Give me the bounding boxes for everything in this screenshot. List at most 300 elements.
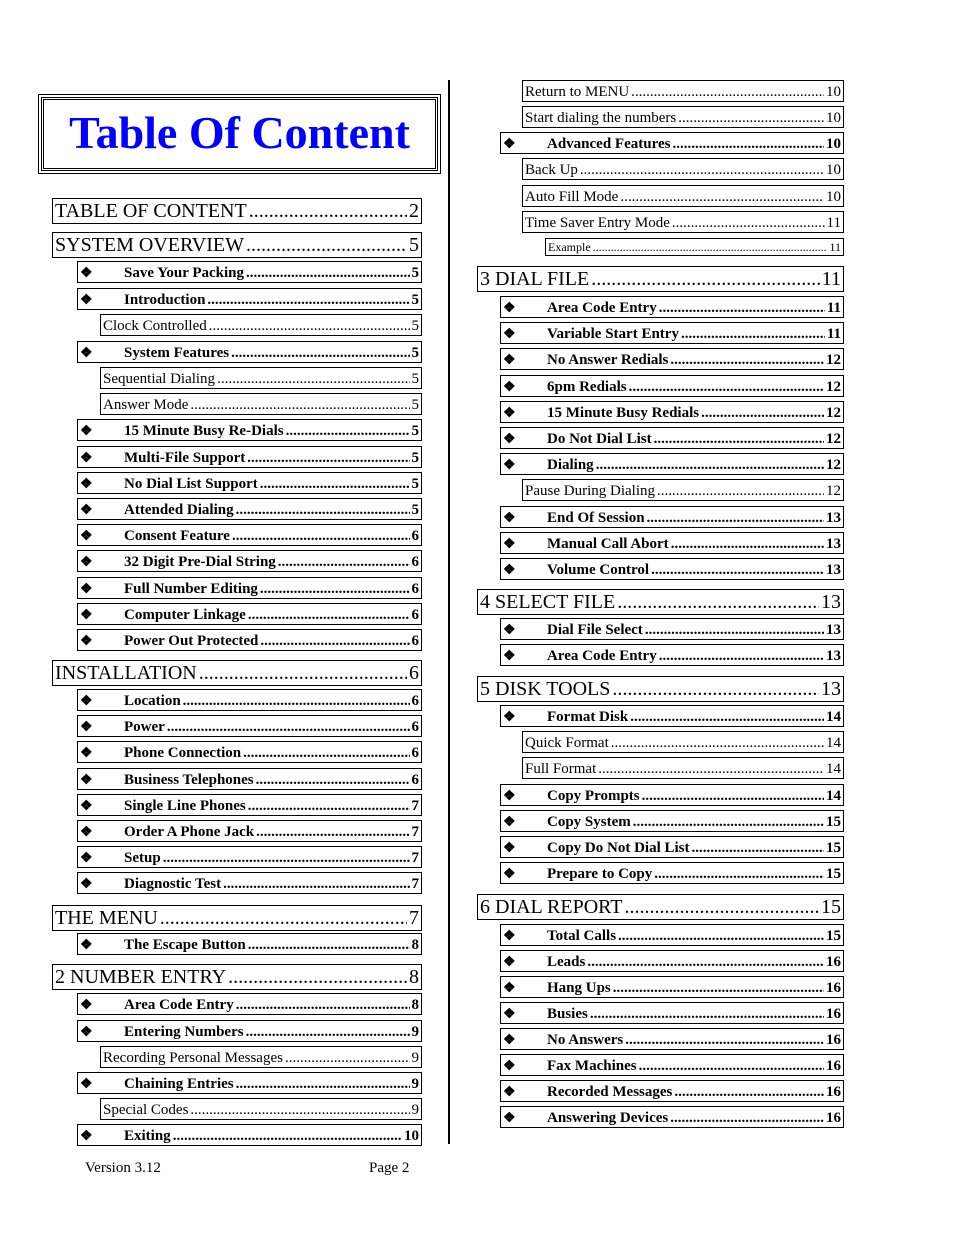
dot-leader	[163, 850, 410, 867]
toc-entry-page: 16	[826, 954, 841, 970]
toc-entry-page: 9	[411, 1024, 419, 1040]
toc-entry[interactable]	[500, 950, 844, 972]
toc-entry[interactable]	[500, 322, 844, 344]
toc-entry-label: No Answers	[547, 1032, 624, 1048]
toc-entry-label: Full Number Editing	[124, 581, 258, 597]
toc-entry-page: 5	[409, 234, 419, 256]
toc-entry[interactable]	[500, 862, 844, 884]
toc-entry-page: 16	[826, 980, 841, 996]
toc-entry[interactable]	[77, 768, 422, 790]
toc-entry-page: 8	[411, 997, 419, 1013]
toc-entry[interactable]	[500, 506, 844, 528]
toc-entry-page: 15	[826, 866, 841, 882]
toc-entry-label: 32 Digit Pre-Dial String	[124, 554, 276, 570]
toc-entry-label: Example	[548, 240, 591, 254]
toc-entry[interactable]	[77, 550, 422, 572]
toc-entry[interactable]	[522, 185, 844, 207]
toc-entry[interactable]	[77, 419, 422, 441]
toc-entry-page: 13	[826, 622, 841, 638]
diamond-bullet-icon: ❖	[503, 841, 516, 856]
dot-leader	[248, 607, 410, 624]
toc-entry-page: 14	[826, 709, 841, 725]
toc-entry-page: 9	[411, 1050, 419, 1066]
dot-leader	[236, 997, 410, 1014]
toc-entry[interactable]	[500, 644, 844, 666]
diamond-bullet-icon: ❖	[80, 634, 93, 649]
toc-entry-label: Fax Machines	[547, 1058, 637, 1074]
toc-entry-label: SYSTEM OVERVIEW	[55, 234, 244, 256]
toc-entry-page: 5	[411, 318, 419, 334]
dot-leader	[659, 648, 824, 665]
dot-leader	[630, 709, 824, 726]
dot-leader	[631, 84, 824, 101]
toc-entry[interactable]	[77, 689, 422, 711]
toc-entry-page: 6	[411, 772, 419, 788]
toc-entry-label: Answer Mode	[103, 397, 189, 413]
toc-entry[interactable]	[500, 1028, 844, 1050]
toc-entry[interactable]	[77, 715, 422, 737]
toc-entry-page: 5	[411, 450, 419, 466]
toc-entry[interactable]	[52, 660, 422, 686]
toc-entry-page: 5	[411, 423, 419, 439]
toc-entry-label: 3 DIAL FILE	[480, 268, 590, 290]
toc-entry-page: 11	[821, 268, 841, 290]
toc-entry[interactable]	[77, 1124, 422, 1146]
toc-entry[interactable]	[52, 964, 422, 990]
toc-entry[interactable]	[77, 524, 422, 546]
diamond-bullet-icon: ❖	[80, 1025, 93, 1040]
diamond-bullet-icon: ❖	[80, 877, 93, 892]
toc-entry[interactable]	[500, 401, 844, 423]
toc-entry-label: Do Not Dial List	[547, 431, 652, 447]
footer-page-number: Page 2	[369, 1160, 410, 1176]
toc-entry[interactable]	[77, 472, 422, 494]
toc-entry-page: 5	[411, 397, 419, 413]
toc-entry-label: INSTALLATION	[55, 662, 197, 684]
toc-entry-page: 7	[411, 798, 419, 814]
toc-entry[interactable]	[77, 1020, 422, 1042]
toc-entry-label: 2 NUMBER ENTRY	[55, 966, 227, 988]
diamond-bullet-icon: ❖	[503, 353, 516, 368]
dot-leader	[645, 622, 824, 639]
diamond-bullet-icon: ❖	[80, 293, 93, 308]
toc-entry-page: 6	[411, 581, 419, 597]
toc-entry-label: Manual Call Abort	[547, 536, 669, 552]
toc-entry-label: Computer Linkage	[124, 607, 246, 623]
dot-leader	[651, 562, 824, 579]
toc-entry-label: Variable Start Entry	[547, 326, 679, 342]
toc-entry-page: 8	[411, 937, 419, 953]
toc-entry-page: 13	[826, 536, 841, 552]
toc-entry[interactable]	[522, 479, 844, 501]
diamond-bullet-icon: ❖	[80, 608, 93, 623]
dot-leader	[246, 1024, 410, 1041]
diamond-bullet-icon: ❖	[503, 929, 516, 944]
toc-entry-page: 8	[409, 966, 419, 988]
toc-entry[interactable]	[77, 498, 422, 520]
toc-entry[interactable]	[477, 894, 844, 920]
toc-entry[interactable]	[77, 933, 422, 955]
dot-leader	[674, 1084, 824, 1101]
toc-entry[interactable]	[77, 741, 422, 763]
toc-entry-page: 5	[411, 502, 419, 518]
toc-entry-label: Auto Fill Mode	[525, 189, 619, 205]
toc-entry-page: 6	[411, 745, 419, 761]
dot-leader	[639, 1058, 824, 1075]
page-title: Table Of Content	[69, 107, 410, 158]
toc-entry[interactable]	[500, 1080, 844, 1102]
dot-leader	[625, 1032, 824, 1049]
toc-entry[interactable]	[500, 618, 844, 640]
dot-leader	[580, 162, 824, 179]
dot-leader	[223, 876, 409, 893]
dot-leader	[256, 824, 409, 841]
toc-entry-label: Copy System	[547, 814, 631, 830]
toc-entry-page: 16	[826, 1084, 841, 1100]
toc-entry-label: Introduction	[124, 292, 206, 308]
toc-entry-label: Start dialing the numbers	[525, 110, 677, 126]
toc-entry-label: Power Out Protected	[124, 633, 259, 649]
diamond-bullet-icon: ❖	[503, 301, 516, 316]
dot-leader	[247, 450, 409, 467]
toc-entry-label: 5 DISK TOOLS	[480, 678, 611, 700]
column-divider	[448, 80, 450, 1144]
toc-entry-page: 6	[411, 528, 419, 544]
dot-leader	[593, 240, 828, 255]
dot-leader	[243, 745, 409, 762]
diamond-bullet-icon: ❖	[503, 710, 516, 725]
dot-leader	[591, 268, 819, 291]
toc-entry[interactable]	[522, 211, 844, 233]
diamond-bullet-icon: ❖	[503, 867, 516, 882]
toc-entry-label: Dialing	[547, 457, 594, 473]
toc-entry-label: Single Line Phones	[124, 798, 246, 814]
toc-entry-label: End Of Session	[547, 510, 645, 526]
toc-entry[interactable]	[477, 589, 844, 615]
toc-entry-label: Consent Feature	[124, 528, 230, 544]
toc-entry-page: 11	[829, 240, 841, 254]
toc-entry-page: 7	[411, 824, 419, 840]
toc-entry-page: 12	[826, 483, 841, 499]
dot-leader	[256, 772, 410, 789]
diamond-bullet-icon: ❖	[503, 1059, 516, 1074]
diamond-bullet-icon: ❖	[503, 623, 516, 638]
toc-entry[interactable]	[500, 558, 844, 580]
dot-leader	[701, 405, 824, 422]
dot-leader	[633, 814, 824, 831]
toc-entry[interactable]	[77, 872, 422, 894]
dot-leader	[190, 397, 409, 414]
toc-entry[interactable]	[100, 1098, 422, 1120]
diamond-bullet-icon: ❖	[503, 1033, 516, 1048]
diamond-bullet-icon: ❖	[80, 582, 93, 597]
toc-entry[interactable]	[77, 261, 422, 283]
dot-leader	[692, 840, 824, 857]
toc-entry-label: Copy Do Not Dial List	[547, 840, 690, 856]
dot-leader	[286, 423, 410, 440]
toc-entry[interactable]	[500, 1106, 844, 1128]
dot-leader	[173, 1128, 402, 1145]
diamond-bullet-icon: ❖	[80, 451, 93, 466]
toc-entry-page: 10	[404, 1128, 419, 1144]
toc-entry-page: 7	[409, 907, 419, 929]
toc-entry-page: 16	[826, 1032, 841, 1048]
toc-entry[interactable]	[77, 577, 422, 599]
diamond-bullet-icon: ❖	[80, 266, 93, 281]
toc-entry[interactable]	[500, 836, 844, 858]
toc-entry-label: Advanced Features	[547, 136, 671, 152]
diamond-bullet-icon: ❖	[80, 555, 93, 570]
dot-leader	[613, 980, 824, 997]
toc-entry-label: 4 SELECT FILE	[480, 591, 616, 613]
toc-entry-label: Chaining Entries	[124, 1076, 234, 1092]
toc-entry-label: Prepare to Copy	[547, 866, 653, 882]
toc-entry-page: 13	[821, 591, 841, 613]
toc-entry-label: Leads	[547, 954, 586, 970]
toc-entry-label: Full Format	[525, 761, 597, 777]
dot-leader	[672, 215, 825, 232]
toc-entry-label: Copy Prompts	[547, 788, 640, 804]
toc-entry-label: Area Code Entry	[124, 997, 234, 1013]
toc-entry-page: 6	[409, 662, 419, 684]
toc-entry[interactable]	[77, 629, 422, 651]
dot-leader	[217, 371, 409, 388]
toc-entry-page: 13	[826, 510, 841, 526]
dot-leader	[620, 189, 824, 206]
dot-leader	[232, 528, 410, 545]
dot-leader	[612, 678, 819, 701]
toc-entry[interactable]	[500, 1054, 844, 1076]
dot-leader	[671, 536, 824, 553]
toc-entry[interactable]	[522, 158, 844, 180]
diamond-bullet-icon: ❖	[80, 720, 93, 735]
toc-entry-label: Return to MENU	[525, 84, 630, 100]
toc-entry[interactable]	[77, 341, 422, 363]
dot-leader	[659, 300, 825, 317]
diamond-bullet-icon: ❖	[80, 424, 93, 439]
toc-entry-label: Area Code Entry	[547, 648, 657, 664]
dot-leader	[199, 662, 407, 685]
diamond-bullet-icon: ❖	[503, 1085, 516, 1100]
dot-leader	[654, 866, 824, 883]
toc-entry-page: 11	[826, 300, 841, 316]
toc-entry-label: Exiting	[124, 1128, 171, 1144]
toc-entry-page: 11	[826, 326, 841, 342]
toc-entry[interactable]	[500, 348, 844, 370]
toc-entry-page: 6	[411, 693, 419, 709]
dot-leader	[625, 896, 820, 919]
diamond-bullet-icon: ❖	[80, 694, 93, 709]
toc-entry-label: 15 Minute Busy Re-Dials	[124, 423, 284, 439]
toc-entry-page: 5	[411, 292, 419, 308]
toc-entry[interactable]	[52, 905, 422, 931]
toc-entry-label: Clock Controlled	[103, 318, 207, 334]
dot-leader	[246, 265, 409, 282]
toc-entry[interactable]	[500, 1002, 844, 1024]
toc-entry-label: Back Up	[525, 162, 578, 178]
dot-leader	[598, 761, 824, 778]
dot-leader	[285, 1050, 410, 1067]
diamond-bullet-icon: ❖	[503, 380, 516, 395]
toc-entry-page: 6	[411, 607, 419, 623]
diamond-bullet-icon: ❖	[503, 1007, 516, 1022]
toc-entry[interactable]	[500, 976, 844, 998]
toc-entry-label: Setup	[124, 850, 161, 866]
toc-entry-page: 6	[411, 633, 419, 649]
toc-entry[interactable]	[522, 106, 844, 128]
dot-leader	[587, 954, 824, 971]
dot-leader	[590, 1006, 824, 1023]
toc-entry-page: 9	[411, 1076, 419, 1092]
toc-entry[interactable]	[52, 232, 422, 258]
toc-entry-label: Special Codes	[103, 1102, 189, 1118]
diamond-bullet-icon: ❖	[80, 998, 93, 1013]
toc-entry[interactable]	[100, 367, 422, 389]
toc-entry-page: 13	[821, 678, 841, 700]
toc-entry-page: 7	[411, 876, 419, 892]
toc-entry[interactable]	[545, 238, 844, 256]
toc-entry[interactable]	[77, 1072, 422, 1094]
toc-entry-label: 6pm Redials	[547, 379, 627, 395]
toc-entry-label: Total Calls	[547, 928, 617, 944]
diamond-bullet-icon: ❖	[503, 537, 516, 552]
toc-entry[interactable]	[522, 80, 844, 102]
toc-entry-page: 5	[411, 371, 419, 387]
dot-leader	[654, 431, 824, 448]
dot-leader	[681, 326, 825, 343]
toc-entry-page: 5	[411, 476, 419, 492]
toc-entry-label: Area Code Entry	[547, 300, 657, 316]
toc-entry[interactable]	[500, 924, 844, 946]
toc-entry[interactable]	[477, 266, 844, 292]
diamond-bullet-icon: ❖	[503, 981, 516, 996]
toc-entry-label: Dial File Select	[547, 622, 643, 638]
toc-entry-label: 15 Minute Busy Redials	[547, 405, 700, 421]
toc-entry[interactable]	[77, 288, 422, 310]
dot-leader	[657, 483, 824, 500]
toc-entry-label: Volume Control	[547, 562, 650, 578]
toc-entry-label: Recording Personal Messages	[103, 1050, 283, 1066]
toc-entry-page: 14	[826, 761, 841, 777]
toc-entry-label: The Escape Button	[124, 937, 246, 953]
dot-leader	[629, 379, 824, 396]
toc-entry[interactable]	[500, 132, 844, 154]
toc-entry[interactable]	[522, 731, 844, 753]
title-box	[41, 97, 438, 171]
toc-entry-page: 5	[411, 265, 419, 281]
dot-leader	[260, 633, 409, 650]
toc-entry-label: Pause During Dialing	[525, 483, 655, 499]
toc-entry[interactable]	[77, 820, 422, 842]
toc-entry[interactable]	[477, 676, 844, 702]
toc-entry[interactable]	[100, 1046, 422, 1068]
diamond-bullet-icon: ❖	[503, 955, 516, 970]
toc-entry[interactable]	[500, 784, 844, 806]
dot-leader	[617, 591, 819, 614]
dot-leader	[248, 798, 410, 815]
dot-leader	[246, 234, 407, 257]
dot-leader	[228, 966, 407, 989]
diamond-bullet-icon: ❖	[80, 773, 93, 788]
dot-leader	[647, 510, 824, 527]
diamond-bullet-icon: ❖	[503, 137, 516, 152]
toc-entry-page: 14	[826, 735, 841, 751]
toc-entry[interactable]	[500, 375, 844, 397]
toc-entry[interactable]	[77, 794, 422, 816]
footer-version: Version 3.12	[85, 1160, 161, 1176]
toc-entry-label: Hang Ups	[547, 980, 611, 996]
dot-leader	[611, 735, 824, 752]
toc-entry-page: 12	[826, 405, 841, 421]
dot-leader	[160, 907, 407, 930]
toc-entry[interactable]	[500, 810, 844, 832]
dot-leader	[260, 476, 410, 493]
toc-entry-page: 2	[409, 200, 419, 222]
dot-leader	[249, 200, 407, 223]
dot-leader	[236, 502, 410, 519]
toc-entry-label: Entering Numbers	[124, 1024, 244, 1040]
toc-entry-label: Location	[124, 693, 181, 709]
diamond-bullet-icon: ❖	[503, 789, 516, 804]
toc-entry[interactable]	[522, 757, 844, 779]
diamond-bullet-icon: ❖	[503, 406, 516, 421]
diamond-bullet-icon: ❖	[80, 938, 93, 953]
diamond-bullet-icon: ❖	[80, 799, 93, 814]
dot-leader	[207, 292, 409, 309]
toc-entry-page: 15	[826, 814, 841, 830]
diamond-bullet-icon: ❖	[80, 825, 93, 840]
toc-entry[interactable]	[77, 993, 422, 1015]
toc-entry-page: 10	[826, 136, 841, 152]
toc-entry[interactable]	[500, 705, 844, 727]
toc-entry[interactable]	[500, 296, 844, 318]
toc-entry-label: Phone Connection	[124, 745, 242, 761]
toc-entry-page: 15	[826, 840, 841, 856]
toc-entry-label: Sequential Dialing	[103, 371, 216, 387]
dot-leader	[678, 110, 824, 127]
toc-entry-label: 6 DIAL REPORT	[480, 896, 623, 918]
diamond-bullet-icon: ❖	[80, 1129, 93, 1144]
toc-entry-page: 12	[826, 379, 841, 395]
toc-entry[interactable]	[500, 427, 844, 449]
toc-entry-label: No Dial List Support	[124, 476, 258, 492]
toc-entry-page: 12	[826, 457, 841, 473]
diamond-bullet-icon: ❖	[80, 529, 93, 544]
toc-entry[interactable]	[500, 532, 844, 554]
toc-entry[interactable]	[77, 446, 422, 468]
toc-entry-page: 13	[826, 648, 841, 664]
toc-entry-label: Multi-File Support	[124, 450, 246, 466]
toc-entry[interactable]	[500, 453, 844, 475]
toc-entry[interactable]	[100, 314, 422, 336]
toc-entry-label: Recorded Messages	[547, 1084, 673, 1100]
toc-entry[interactable]	[77, 603, 422, 625]
diamond-bullet-icon: ❖	[503, 327, 516, 342]
diamond-bullet-icon: ❖	[80, 503, 93, 518]
toc-entry-page: 5	[411, 345, 419, 361]
toc-entry[interactable]	[52, 198, 422, 224]
dot-leader	[672, 136, 824, 153]
toc-entry[interactable]	[77, 846, 422, 868]
dot-leader	[278, 554, 410, 571]
toc-entry-page: 12	[826, 431, 841, 447]
dot-leader	[248, 937, 410, 954]
dot-leader	[642, 788, 824, 805]
toc-entry-label: Answering Devices	[547, 1110, 669, 1126]
diamond-bullet-icon: ❖	[80, 1077, 93, 1092]
toc-entry[interactable]	[100, 393, 422, 415]
dot-leader	[190, 1102, 409, 1119]
